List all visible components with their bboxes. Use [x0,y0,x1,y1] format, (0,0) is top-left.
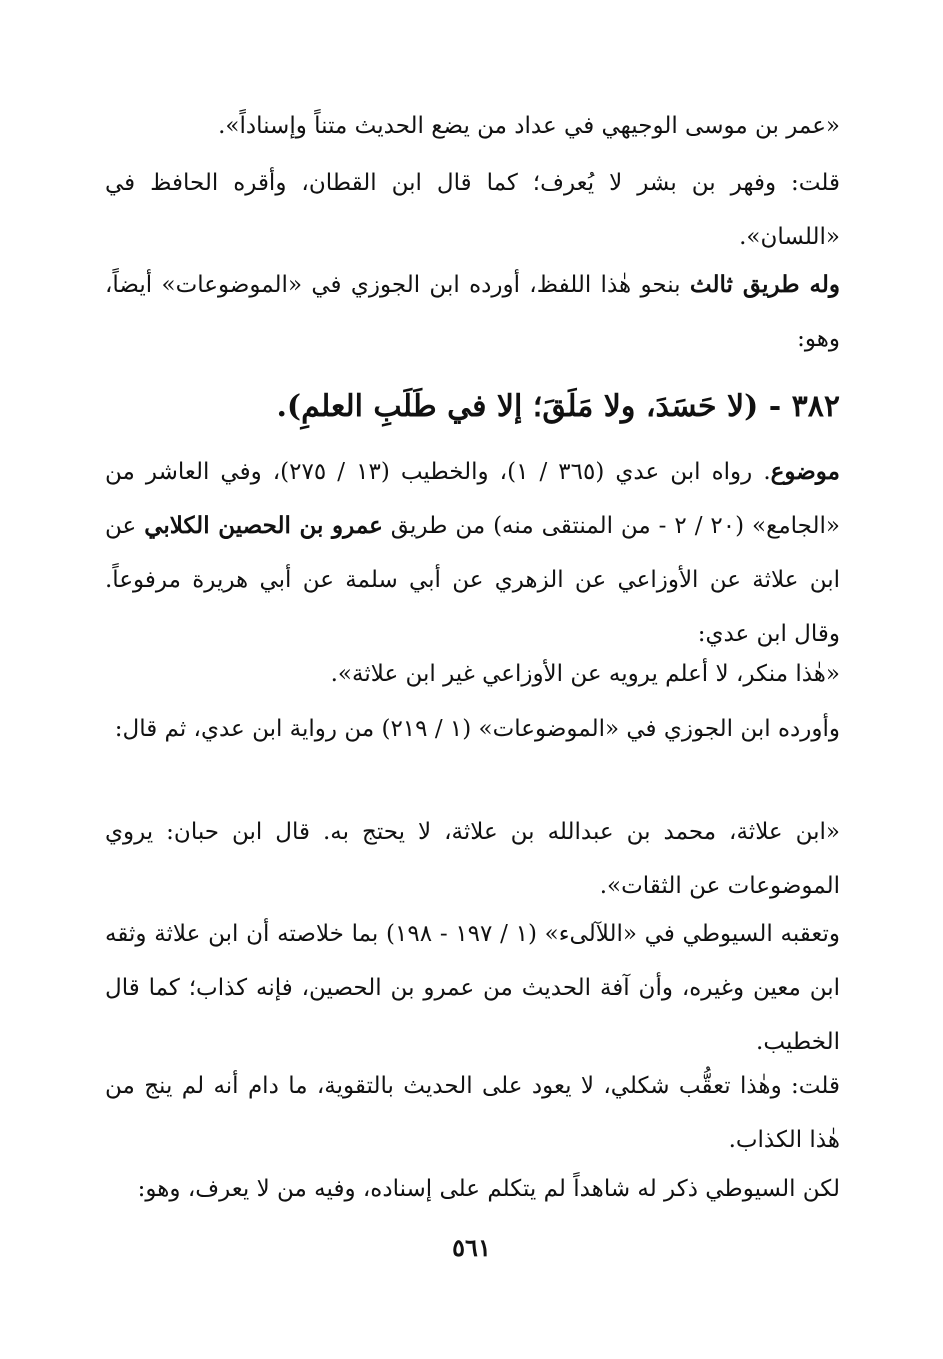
paragraph-author-comment: قلت: وهٰذا تعقُّب شكلي، لا يعود على الحديث بالتقوية، ما دام أنه لم ينج من هٰذا الكذاب. [105,1073,840,1153]
paragraph-quote-ibn-alatha: «ابن علاثة، محمد بن عبدالله بن علاثة، لا يحتج به. قال ابن حبان: يروي الموضوعات عن الثقات». [105,819,840,899]
grading-label: موضوع [770,458,840,485]
paragraph-suyuti: وتعقبه السيوطي في «اللآلىء» (١ / ١٩٧ - ١٩٨) بما خلاصته أن ابن علاثة وثقه ابن معين وغيره، وأن آفة الحديث من عمرو بن الحصين، فإنه كذاب؛ كما قال الخطيب. [105,921,840,1055]
paragraph-quote-ibn-adi: «هٰذا منكر، لا أعلم يرويه عن الأوزاعي غير ابن علاثة». [330,661,840,687]
page-number: ٥٦١ [452,1233,491,1262]
bold-phrase: وله طريق ثالث [689,271,840,298]
paragraph-text: بنحو هٰذا اللفظ، أورده ابن الجوزي في «الموضوعات» أيضاً، وهو: [105,272,840,352]
paragraph-third-route [105,258,840,366]
paragraph-fihr-note: قلت: وفهر بن بشر لا يُعرف؛ كما قال ابن القطان، وأقره الحافظ في «اللسان». [105,170,840,250]
paragraph-ibn-jawzi: وأورده ابن الجوزي في «الموضوعات» (١ / ٢١٩) من رواية ابن عدي، ثم قال: [114,716,840,742]
paragraph-text: . رواه ابن عدي (٣٦٥ / ١)، والخطيب (١٣ / ٢٧٥)، وفي العاشر من «الجامع» (٢٠ / ٢ - من المنتقى منه) من طريق [105,459,840,539]
paragraph-grading [105,445,840,661]
paragraph-text: عن ابن علاثة عن الأوزاعي عن الزهري عن أبي سلمة عن أبي هريرة مرفوعاً. وقال ابن عدي: [105,513,840,647]
hadith-heading: ٣٨٢ - (لا حَسَدَ، ولا مَلَقَ؛ إلا في طَلَبِ العلمِ). [276,389,840,424]
paragraph-quote-umar: «عمر بن موسى الوجيهي في عداد من يضع الحديث متناً وإسناداً». [218,113,840,139]
narrator-name: عمرو بن الحصين الكلابي [144,512,383,539]
paragraph-witness: لكن السيوطي ذكر له شاهداً لم يتكلم على إسناده، وفيه من لا يعرف، وهو: [137,1176,840,1202]
